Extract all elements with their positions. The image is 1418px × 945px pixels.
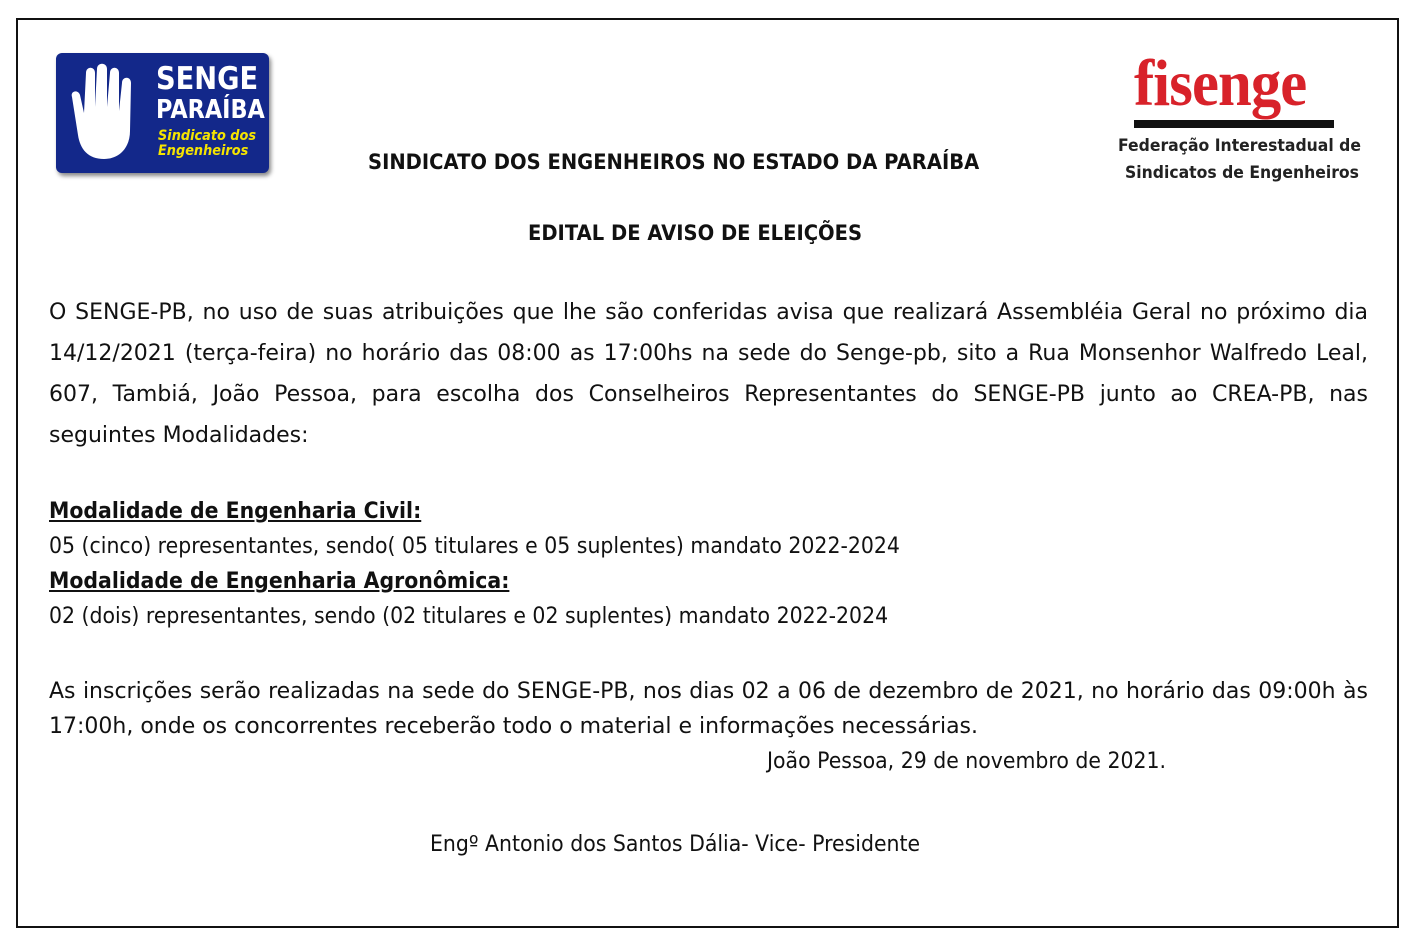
- modality-detail: 02 (dois) representantes, sendo (02 titulares e 02 suplentes) mandato 2022-2024: [49, 604, 889, 629]
- raised-hand-icon: [64, 61, 156, 165]
- senge-paraiba-logo: [56, 53, 269, 173]
- fisenge-wordmark: fisenge: [1134, 47, 1307, 120]
- senge-logo-line4: Engenheiros: [158, 143, 249, 159]
- dateline: [767, 749, 1196, 774]
- intro-paragraph: O SENGE-PB, no uso de suas atribuições que lhe são conferidas avisa que realizará Assembléia Geral no próximo dia 14/12/2021 (terça-feira) no horário das 08:00 as 17:00hs na sede do Senge-pb, sito a Rua Monsenhor Walfredo Leal, 607, Tambiá, João Pessoa, para escolha dos Conselheiros Representantes do SENGE-PB junto ao CREA-PB, nas seguintes Modalidades:: [49, 300, 1368, 448]
- dateline-text: João Pessoa, 29 de novembro de 2021.: [767, 749, 1167, 774]
- modality-agronomica: [49, 564, 964, 634]
- senge-logo-line1: SENGE: [156, 61, 259, 97]
- senge-logo-tagline: [158, 129, 256, 159]
- fisenge-underline-bar: [1134, 120, 1334, 128]
- senge-logo-line2: PARAÍBA: [156, 95, 265, 125]
- fisenge-logo: [1118, 46, 1361, 191]
- modality-heading: Modalidade de Engenharia Civil:: [49, 499, 422, 524]
- signature-text: Engº Antonio dos Santos Dália- Vice- Presidente: [430, 832, 921, 857]
- modalities-section: [49, 494, 964, 634]
- modality-heading: Modalidade de Engenharia Agronômica:: [49, 569, 510, 594]
- modality-detail: 05 (cinco) representantes, sendo( 05 titulares e 05 suplentes) mandato 2022-2024: [49, 534, 900, 559]
- senge-logo-line3: Sindicato dos: [158, 128, 257, 144]
- document-subtitle: EDITAL DE AVISO DE ELEIÇÕES: [528, 221, 863, 245]
- document-title: SINDICATO DOS ENGENHEIROS NO ESTADO DA PARAÍBA: [368, 150, 980, 174]
- signature: [430, 832, 957, 857]
- fisenge-subtitle-line1: Federação Interestadual de: [1118, 136, 1361, 156]
- fisenge-subtitle-line2: Sindicatos de Engenheiros: [1125, 163, 1359, 183]
- registration-paragraph: As inscrições serão realizadas na sede do SENGE-PB, nos dias 02 a 06 de dezembro de 2021, no horário das 09:00h às 17:00h, onde os concorrentes receberão todo o material e informações necessárias.: [49, 679, 1368, 739]
- modality-civil: [49, 494, 964, 564]
